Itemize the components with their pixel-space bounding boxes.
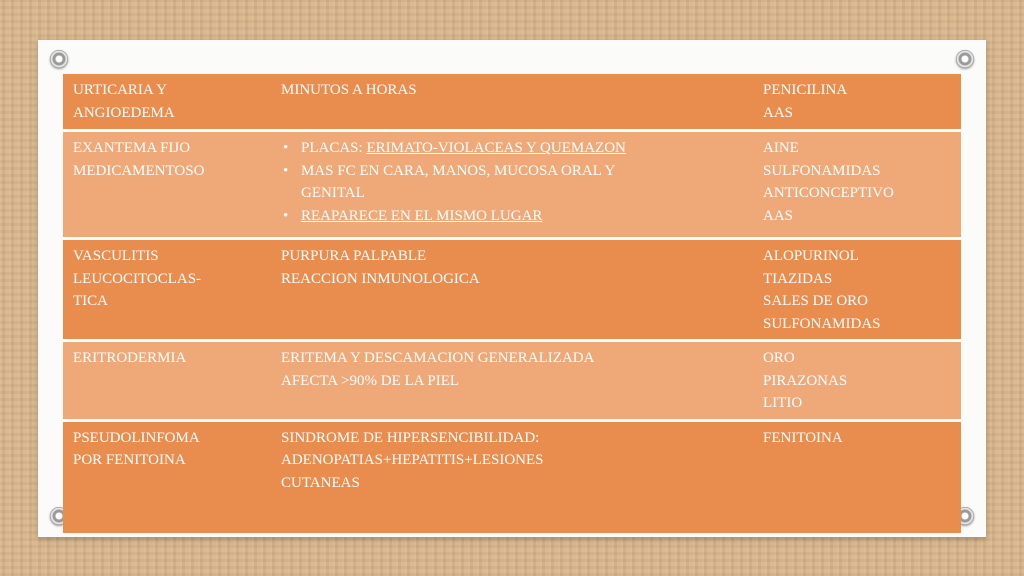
reaction-description-cell	[271, 132, 753, 237]
table-row	[63, 240, 961, 342]
reaction-description-cell: PURPURA PALPABLE REACCION INMUNOLOGICA	[281, 248, 480, 287]
table-row	[63, 342, 961, 422]
reaction-name-cell: EXANTEMA FIJO MEDICAMENTOSO	[73, 140, 205, 179]
causative-drugs-cell: ORO PIRAZONAS LITIO	[763, 350, 848, 412]
table-row	[63, 422, 961, 533]
table-row	[63, 132, 961, 240]
bullet-item: • PLACAS: ERIMATO-VIOLACEAS Y QUEMAZON	[301, 137, 743, 160]
reaction-name-cell: URTICARIA Y ANGIOEDEMA	[73, 82, 175, 121]
reaction-description-cell: ERITEMA Y DESCAMACION GENERALIZADA AFECTA >90% DE LA PIEL	[281, 350, 595, 389]
causative-drugs-cell: ALOPURINOL TIAZIDAS SALES DE ORO SULFONAMIDAS	[763, 248, 881, 332]
reaction-description-cell: SINDROME DE HIPERSENCIBILIDAD: ADENOPATIAS+HEPATITIS+LESIONES CUTANEAS	[281, 429, 544, 491]
bullet-item: • REAPARECE EN EL MISMO LUGAR	[301, 205, 743, 228]
pushpin-icon	[956, 50, 974, 68]
reaction-name-cell: ERITRODERMIA	[73, 350, 187, 367]
pinned-board	[38, 40, 986, 537]
reaction-name-cell: PSEUDOLINFOMA POR FENITOINA	[73, 429, 200, 469]
bullet-item: • MAS FC EN CARA, MANOS, MUCOSA ORAL Y GENITAL	[301, 160, 743, 205]
reaction-name-cell: VASCULITIS LEUCOCITOCLAS- TICA	[73, 248, 202, 310]
bullet-list	[281, 137, 743, 227]
pushpin-icon	[50, 50, 68, 68]
drug-reaction-table	[63, 74, 961, 533]
table-row	[63, 74, 961, 132]
causative-drugs-cell: PENICILINA AAS	[763, 82, 848, 121]
causative-drugs-cell: AINE SULFONAMIDAS ANTICONCEPTIVO AAS	[763, 140, 894, 224]
causative-drugs-cell: FENITOINA	[763, 429, 843, 446]
reaction-description-cell: MINUTOS A HORAS	[281, 82, 417, 98]
